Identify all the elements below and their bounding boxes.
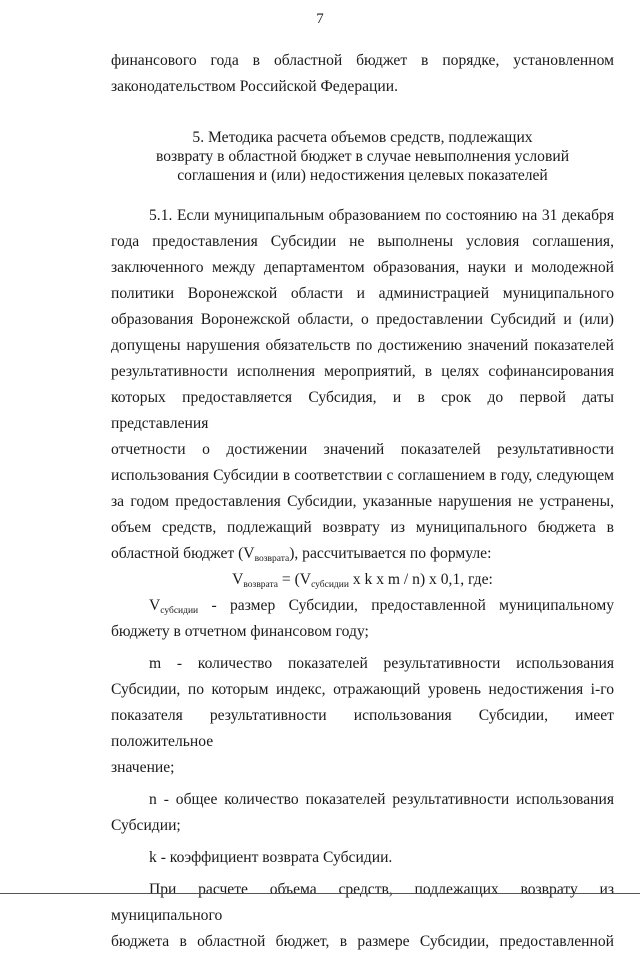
definition-n xyxy=(111,787,614,839)
final-paragraph xyxy=(111,877,614,955)
para-line-last xyxy=(111,541,614,567)
document-body xyxy=(111,48,614,955)
def-m-line: Субсидии, по которым индекс, отражающий уровень недостижения i-го xyxy=(111,681,614,698)
para-line: допущены нарушения обязательств по достижению значений показателей xyxy=(111,337,614,354)
definition-k: k - коэффициент возврата Субсидии. xyxy=(149,849,393,866)
para-line: 5.1. Если муниципальным образованием по состоянию на 31 декабря xyxy=(149,207,614,224)
subscript: субсидии xyxy=(160,606,199,616)
para-line: которых предоставляется Субсидия, и в срок до первой даты представления xyxy=(111,389,614,432)
para-line: образования Воронежской области, о предоставлении Субсидий и (или) xyxy=(111,311,614,328)
intro-line-1: финансового года в областной бюджет в порядке, установленном xyxy=(111,52,614,69)
bottom-rule xyxy=(0,893,640,894)
para-line: года предоставления Субсидии не выполнены условия соглашения, xyxy=(111,233,614,250)
section-title-line-3: соглашения и (или) недостижения целевых показателей xyxy=(177,167,548,184)
formula-sub-2: субсидии xyxy=(311,580,349,590)
formula xyxy=(111,567,614,593)
formula-eq: = (V xyxy=(278,571,312,588)
final-line: бюджета в областной бюджет, в размере Субсидии, предоставленной xyxy=(111,933,614,950)
def-v-line-1 xyxy=(111,593,614,619)
final-line: При расчете объема средств, подлежащих возврату из муниципального xyxy=(111,881,614,924)
def-m-line: показателя результативности использования Субсидии, имеет положительное xyxy=(111,707,614,750)
para-line: использования Субсидии в соответствии с соглашением в году, следующем xyxy=(111,467,614,484)
def-n-line: Субсидии; xyxy=(111,817,181,834)
definition-m xyxy=(111,651,614,781)
def-v-line-2: бюджету в отчетном финансовом году; xyxy=(111,623,369,640)
section-title-line-2: возврату в областной бюджет в случае невыполнения условий xyxy=(155,148,570,165)
formula-sub-1: возврата xyxy=(243,580,279,590)
page-number: 7 xyxy=(316,11,324,27)
text: - размер Субсидии, предоставленной муниципальному xyxy=(198,597,614,614)
para-line: результативности исполнения мероприятий, в целях софинансирования xyxy=(111,363,614,380)
para-line: заключенного между департаментом образования, науки и молодежной xyxy=(111,259,614,276)
para-line: отчетности о достижении значений показателей результативности xyxy=(111,441,614,458)
definition-v xyxy=(111,593,614,645)
para-line: объем средств, подлежащий возврату из муниципального бюджета в xyxy=(111,519,614,536)
text: ), рассчитывается по формуле: xyxy=(289,545,492,562)
section-title-line-1: 5. Методика расчета объемов средств, подлежащих xyxy=(192,129,533,146)
text: областной бюджет (V xyxy=(111,545,255,562)
subscript: возврата xyxy=(254,554,290,564)
symbol: V xyxy=(149,597,161,614)
def-m-line: m - количество показателей результативности использования xyxy=(149,655,614,672)
para-line: за годом предоставления Субсидии, указанные нарушения не устранены, xyxy=(111,493,614,510)
formula-rest: х k х m / n) х 0,1, где: xyxy=(348,571,493,588)
def-m-line: значение; xyxy=(111,759,175,776)
para-line: политики Воронежской области и администрацией муниципального xyxy=(111,285,614,302)
formula-v: V xyxy=(232,571,244,588)
section-title xyxy=(111,128,614,185)
def-n-line: n - общее количество показателей результативности использования xyxy=(149,791,614,808)
paragraph-5-1 xyxy=(111,203,614,567)
intro-line-2: законодательством Российской Федерации. xyxy=(111,78,398,95)
